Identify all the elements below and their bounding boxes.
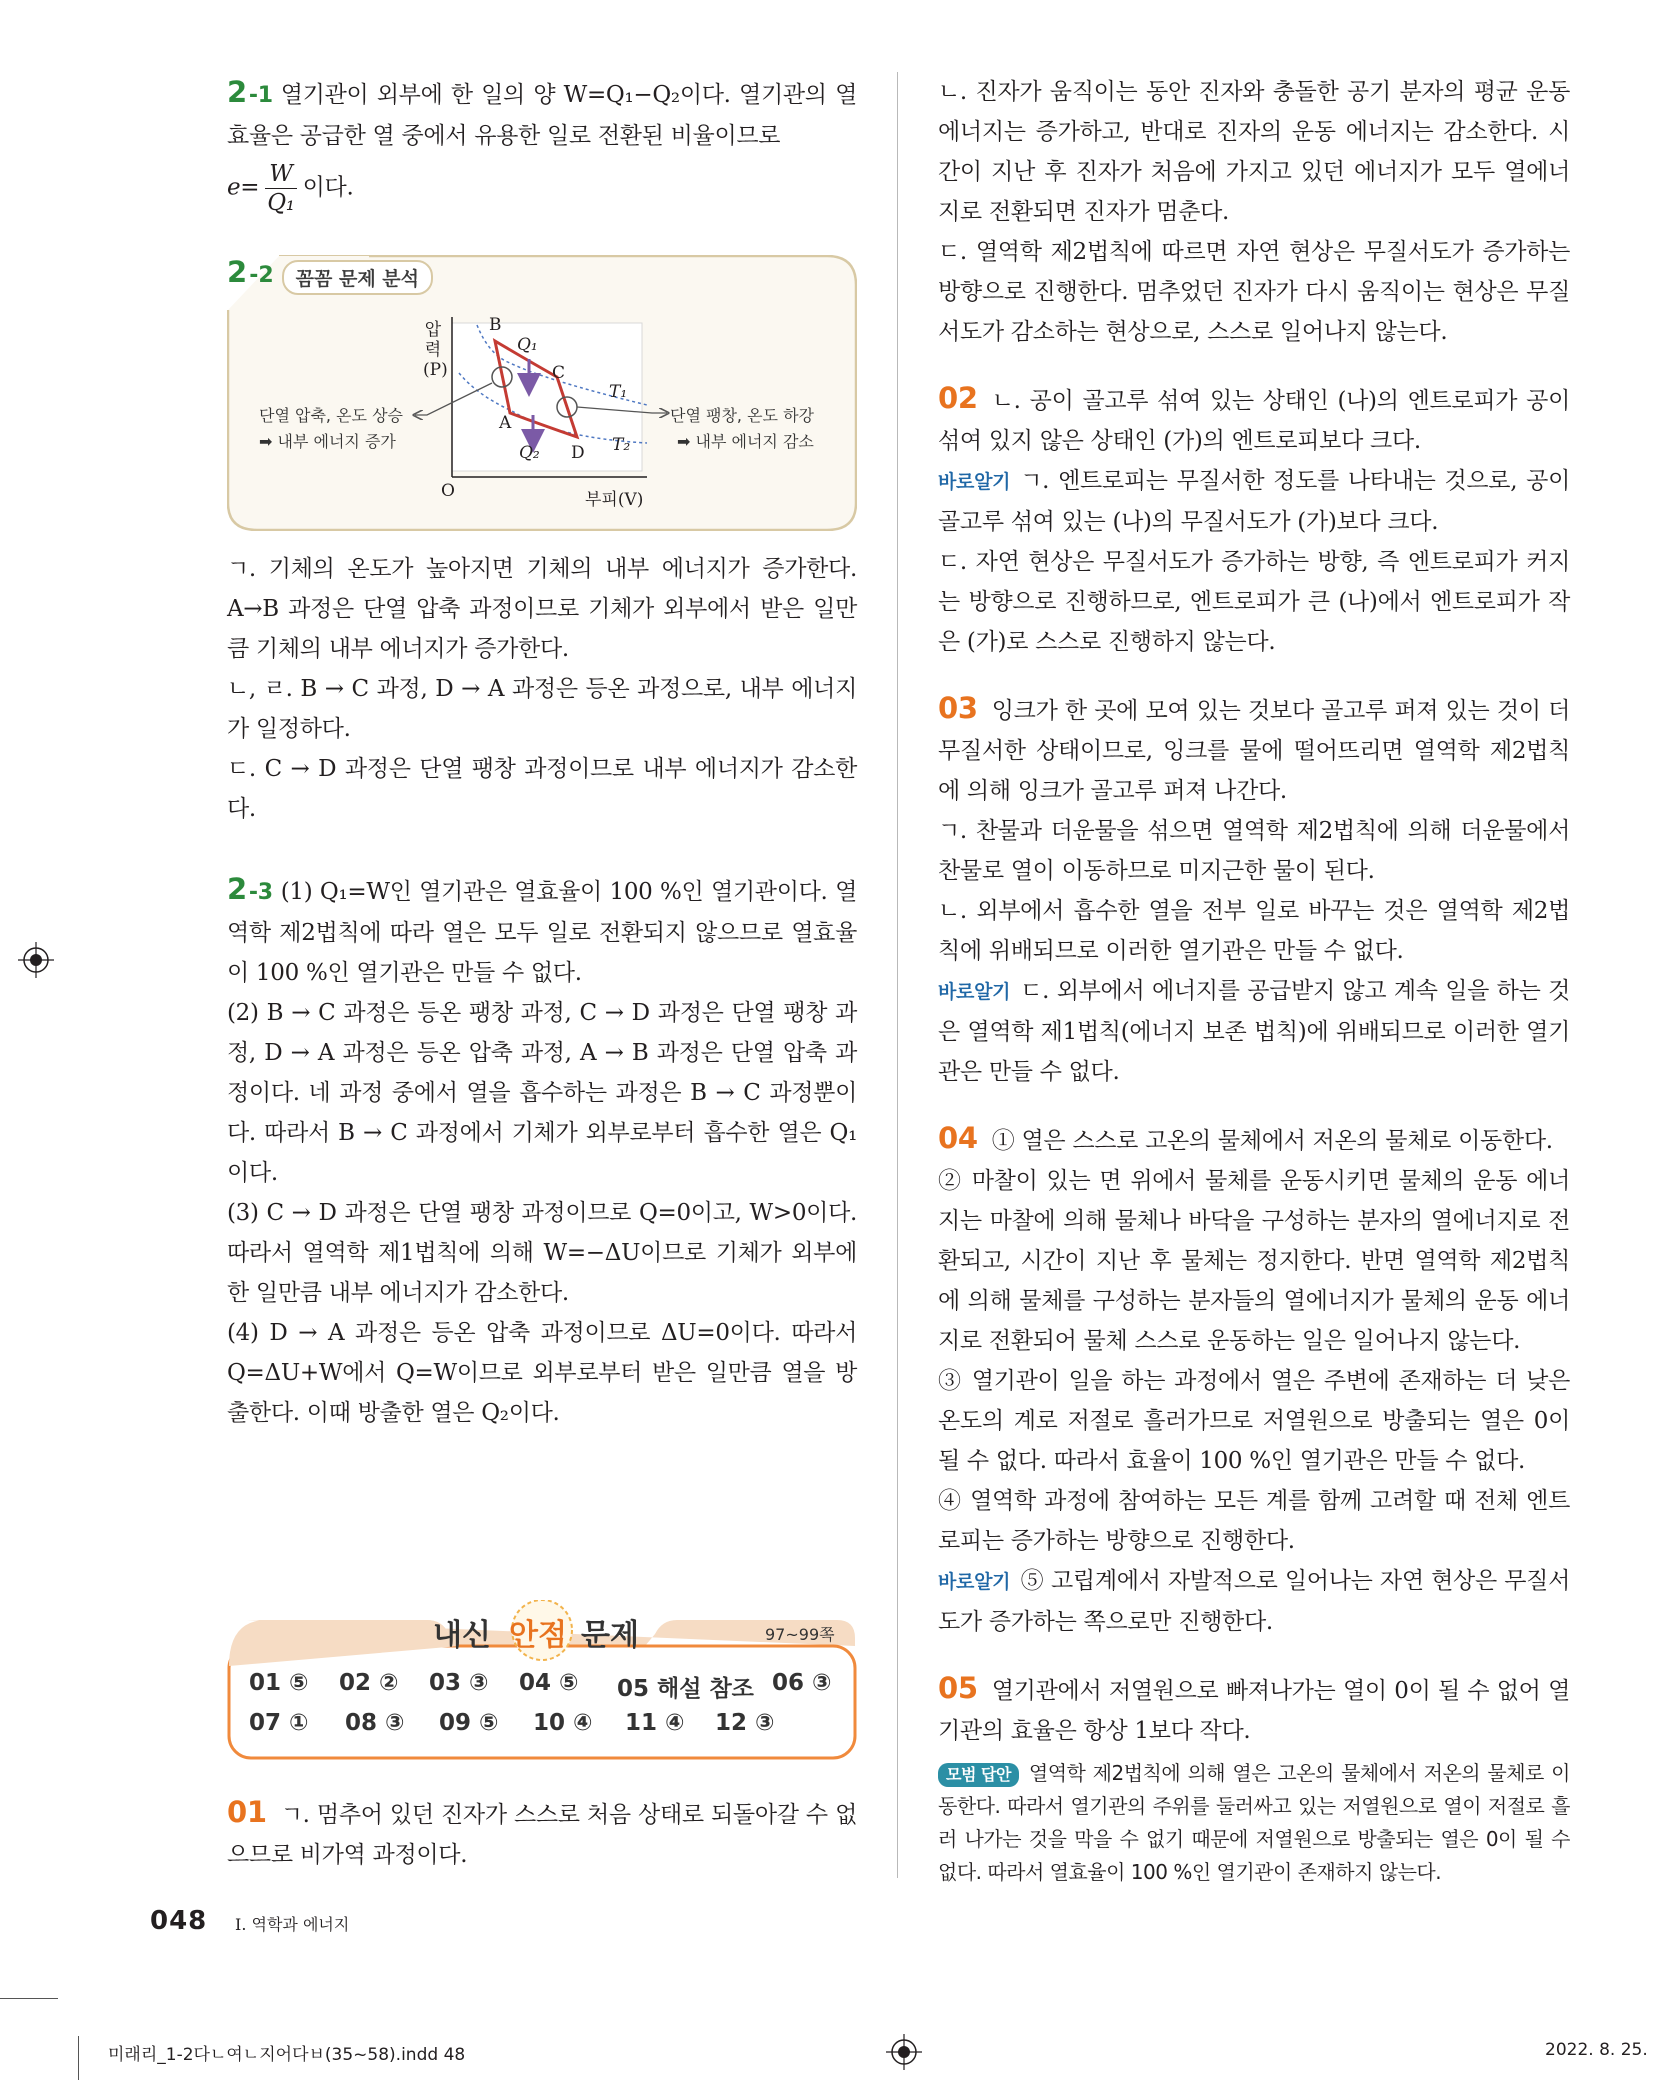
answer-item: 09 ⑤ [439,1710,499,1736]
answers-pages: 97~99쪽 [765,1625,835,1644]
label-q2: Q₂ [519,443,540,463]
efficiency-formula: e= $\frac{W}{\text{Q₁}}$ 이다. [227,161,354,216]
section-text: 열기관이 외부에 한 일의 양 W=Q₁−Q₂이다. 열기관의 열효율은 공급한 열 중에서 유용한 일로 전환된 비율이므로 [227,82,857,149]
section-2-2-text [227,549,857,829]
answer-item: 10 ④ [533,1710,593,1736]
baro-label: 바로알기 [938,471,1011,493]
paragraph: ㄷ. C → D 과정은 단열 팽창 과정이므로 내부 에너지가 감소한다. [227,756,857,822]
file-name: 미래리_1-2다ㄴ여ㄴ지어다ㅂ(35~58).indd 48 [108,2045,466,2065]
right-note-2: ➡ 내부 에너지 감소 [677,432,814,451]
section-2-3: 2-3 (1) Q₁=W인 열기관은 열효율이 100 %인 열기관이다. 열역학 제2법칙에 따라 열은 모두 일로 전환되지 않으므로 열효율이 100 %인 열기관은 만들 수 없다. (2) B → C 과정은 등온 팽창 과정, C → D 과정은 단열 팽창 과정, D → A 과정은 등온 압축 과정, A → B 과정은 단열 압축 과정이다. 네 과정 중에서 열을 흡수하는 과정은 B → C 과정뿐이다. 따라서 B → C 과정에서 기체가 외부로부터 흡수한 열은 Q₁이다. (3) C → D 과정은 단열 팽창 과정이므로 Q=0이고, W>0이다. 따라서 열역학 제1법칙에 의해 W=−ΔU이므로 기체가 외부에 한 일만큼 내부 에너지가 감소한다. (4) D → A 과정은 등온 압축 과정이므로 ΔU=0이다. 따라서 Q=ΔU+W에서 Q=W이므로 외부로부터 받은 일만큼 열을 방출한다. 이때 방출한 열은 Q₂이다. [227,869,857,1433]
paragraph: ㄷ. 열역학 제2법칙에 따르면 자연 현상은 무질서도가 증가하는 방향으로 진행한다. 멈추었던 진자가 다시 움직이는 현상은 무질서도가 감소하는 현상으로, 스스로 일어나지 않는다. [938,239,1570,345]
baro-label: 바로알기 [938,1571,1011,1593]
answer-item: 07 ① [249,1710,309,1736]
x-axis-label: 부피(V) [585,490,644,510]
print-date: 2022. 8. 25. [1545,2040,1648,2060]
right-column [938,72,1570,1889]
answers-title-3: 문제 [581,1618,639,1653]
paragraph: ③ 열기관이 일을 하는 과정에서 열은 주변에 존재하는 더 낮은 온도의 계로 저절로 흘러가므로 저열원으로 방출되는 열은 0이 될 수 없다. 따라서 효율이 100 %인 열기관은 만들 수 없다. [938,1368,1570,1474]
answer-item: 08 ③ [345,1710,405,1736]
right-note-1: 단열 팽창, 온도 하강 [670,406,814,425]
paragraph: ㄴ, ㄹ. B → C 과정, D → A 과정은 등온 과정으로, 내부 에너지가 일정하다. [227,676,857,742]
baro-label: 바로알기 [938,981,1011,1003]
answer-item: 03 ③ [429,1670,489,1696]
label-b: B [489,315,502,335]
registration-mark-icon [18,942,54,978]
label-a: A [499,413,512,433]
page-number: 048 [150,1906,208,1936]
answer-item: 05 해설 참조 [617,1676,754,1702]
paragraph: ④ 열역학 과정에 참여하는 모든 계를 함께 고려할 때 전체 엔트로피는 증가하는 방향으로 진행한다. [938,1488,1570,1554]
left-column [227,72,857,1868]
paragraph: (3) C → D 과정은 단열 팽창 과정이므로 Q=0이고, W>0이다. 따라서 열역학 제1법칙에 의해 W=−ΔU이므로 기체가 외부에 한 일만큼 내부 에너지가 감소한다. [227,1200,857,1306]
section-2-1 [227,72,857,217]
column-divider [897,72,898,1878]
section-sub: -1 [248,83,273,108]
left-note-1: 단열 압축, 온도 상승 [259,406,403,425]
registration-mark-icon [886,2034,922,2070]
y-axis-label: 압력(P) [423,320,448,380]
paragraph: ㄴ. 진자가 움직이는 동안 진자와 충돌한 공기 분자의 평균 운동 에너지는 증가하고, 반대로 진자의 운동 에너지는 감소한다. 시간이 지난 후 진자가 처음에 가지고 있던 에너지가 모두 열에너지로 전환되면 진자가 멈춘다. [938,79,1570,225]
answer-summary [227,1600,857,1760]
answers-title-1: 내신 [433,1618,491,1653]
paragraph: (2) B → C 과정은 등온 팽창 과정, C → D 과정은 단열 팽창 과정, D → A 과정은 등온 압축 과정, A → B 과정은 단열 압축 과정이다. 네 과정 중에서 열을 흡수하는 과정은 B → C 과정뿐이다. 따라서 B → C 과정에서 기체가 외부로부터 흡수한 열은 Q₁이다. [227,1000,857,1186]
left-note-2: ➡ 내부 에너지 증가 [259,432,396,451]
analysis-box: 2-2 꼼꼼 문제 분석 압력(P) B Q₁ C T₁ A Q₂ D T₂ O 부피(V) 단열 압축, 온도 상승 ➡ 내부 에너지 증가 단열 팽창, 온도 하강 ➡ 내부 에너지 감소 [227,255,857,531]
paragraph: ② 마찰이 있는 면 위에서 물체를 운동시키면 물체의 운동 에너지는 마찰에 의해 물체나 바닥을 구성하는 분자의 열에너지로 전환되고, 시간이 지난 후 물체는 정지한다. 반면 열역학 제2법칙에 의해 물체를 구성하는 분자들의 열에너지가 물체의 운동 에너지로 전환되어 물체 스스로 운동하는 일은 일어나지 않는다. [938,1168,1570,1354]
model-answer-badge: 모범 답안 [938,1763,1019,1787]
answer-item: 11 ④ [625,1710,685,1736]
question-04: 04 ① 열은 스스로 고온의 물체에서 저온의 물체로 이동한다. ② 마찰이 있는 면 위에서 물체를 운동시키면 물체의 운동 에너지는 마찰에 의해 물체나 바닥을 구성하는 분자의 열에너지로 전환되고, 시간이 지난 후 물체는 정지한다. 반면 열역학 제2법칙에 의해 물체를 구성하는 분자들의 열에너지가 물체의 운동 에너지로 전환되어 물체 스스로 운동하는 일은 일어나지 않는다. ③ 열기관이 일을 하는 과정에서 열은 주변에 존재하는 더 낮은 온도의 계로 저절로 흘러가므로 저열원으로 방출되는 열은 0이 될 수 없다. 따라서 효율이 100 %인 열기관은 만들 수 없다. ④ 열역학 과정에 참여하는 모든 계를 함께 고려할 때 전체 엔트로피는 증가하는 방향으로 진행한다. 바로알기 ⑤ 고립계에서 자발적으로 일어나는 자연 현상은 무질서도가 증가하는 쪽으로만 진행한다. [938,1121,1570,1635]
origin-label: O [441,481,455,501]
answer-item: 02 ② [339,1670,399,1696]
label-q1: Q₁ [517,335,538,355]
answer-item: 06 ③ [772,1670,832,1696]
paragraph: ㄱ. 찬물과 더운물을 섞으면 열역학 제2법칙에 의해 더운물에서 찬물로 열이 이동하므로 미지근한 물이 된다. [938,818,1570,884]
section-number: 2 [227,75,247,109]
question-05: 05 열기관에서 저열원으로 빠져나가는 열이 0이 될 수 없어 열기관의 효율은 항상 1보다 작다. 모범 답안 열역학 제2법칙에 의해 열은 고온의 물체에서 저온의 물체로 이동한다. 따라서 열기관의 주위를 둘러싸고 있는 저열원으로 열이 저절로 흘러 나가는 것을 막을 수 없기 때문에 저열원으로 방출되는 열은 0이 될 수 없다. 따라서 열효율이 100 %인 열기관이 존재하지 않는다. [938,1671,1570,1884]
label-t2: T₂ [612,435,631,455]
answer-item: 04 ⑤ [519,1670,579,1696]
chapter-label: I. 역학과 에너지 [235,1915,350,1934]
crop-mark [0,1998,58,1999]
crop-mark [78,2036,79,2080]
question-02: 02 ㄴ. 공이 골고루 섞여 있는 상태인 (나)의 엔트로피가 공이 섞여 있지 않은 상태인 (가)의 엔트로피보다 크다. 바로알기 ㄱ. 엔트로피는 무질서한 정도를 나타내는 것으로, 공이 골고루 섞여 있는 (나)의 무질서도가 (가)보다 크다. ㄷ. 자연 현상은 무질서도가 증가하는 방향, 즉 엔트로피가 커지는 방향으로 진행하므로, 엔트로피가 큰 (나)에서 엔트로피가 작은 (가)로 스스로 진행하지 않는다. [938,378,1570,662]
label-c: C [552,363,566,383]
answers-title-2: 안점 [509,1618,567,1653]
paragraph: ㄱ. 기체의 온도가 높아지면 기체의 내부 에너지가 증가한다. A→B 과정은 단열 압축 과정이므로 기체가 외부에서 받은 일만큼 기체의 내부 에너지가 증가한다. [227,556,857,662]
pv-diagram [227,255,857,531]
label-t1: T₁ [609,382,628,402]
paragraph: ㄴ. 외부에서 흡수한 열을 전부 일로 바꾸는 것은 열역학 제2법칙에 위배되므로 이러한 열기관은 만들 수 없다. [938,898,1570,964]
answer-item: 01 ⑤ [249,1670,309,1696]
question-03: 03 잉크가 한 곳에 모여 있는 것보다 골고루 퍼져 있는 것이 더 무질서한 상태이므로, 잉크를 물에 떨어뜨리면 열역학 제2법칙에 의해 잉크가 골고루 퍼져 나간다. ㄱ. 찬물과 더운물을 섞으면 열역학 제2법칙에 의해 더운물에서 찬물로 열이 이동하므로 미지근한 물이 된다. ㄴ. 외부에서 흡수한 열을 전부 일로 바꾸는 것은 열역학 제2법칙에 위배되므로 이러한 열기관은 만들 수 없다. 바로알기 ㄷ. 외부에서 에너지를 공급받지 않고 계속 일을 하는 것은 열역학 제1법칙(에너지 보존 법칙)에 위배되므로 이러한 열기관은 만들 수 없다. [938,691,1570,1085]
paragraph: ㄷ. 자연 현상은 무질서도가 증가하는 방향, 즉 엔트로피가 커지는 방향으로 진행하므로, 엔트로피가 큰 (나)에서 엔트로피가 작은 (가)로 스스로 진행하지 않는다. [938,549,1570,655]
paragraph: (4) D → A 과정은 등온 압축 과정이므로 ΔU=0이다. 따라서 Q=ΔU+W에서 Q=W이므로 외부로부터 받은 일만큼 열을 방출한다. 이때 방출한 열은 Q₂이다. [227,1320,857,1426]
tag-label: 꼼꼼 문제 분석 [282,260,433,295]
label-d: D [571,443,585,463]
answer-item: 12 ③ [715,1710,775,1736]
question-01: 01 ㄱ. 멈추어 있던 진자가 스스로 처음 상태로 되돌아갈 수 없으므로 비가역 과정이다. [227,1795,857,1868]
